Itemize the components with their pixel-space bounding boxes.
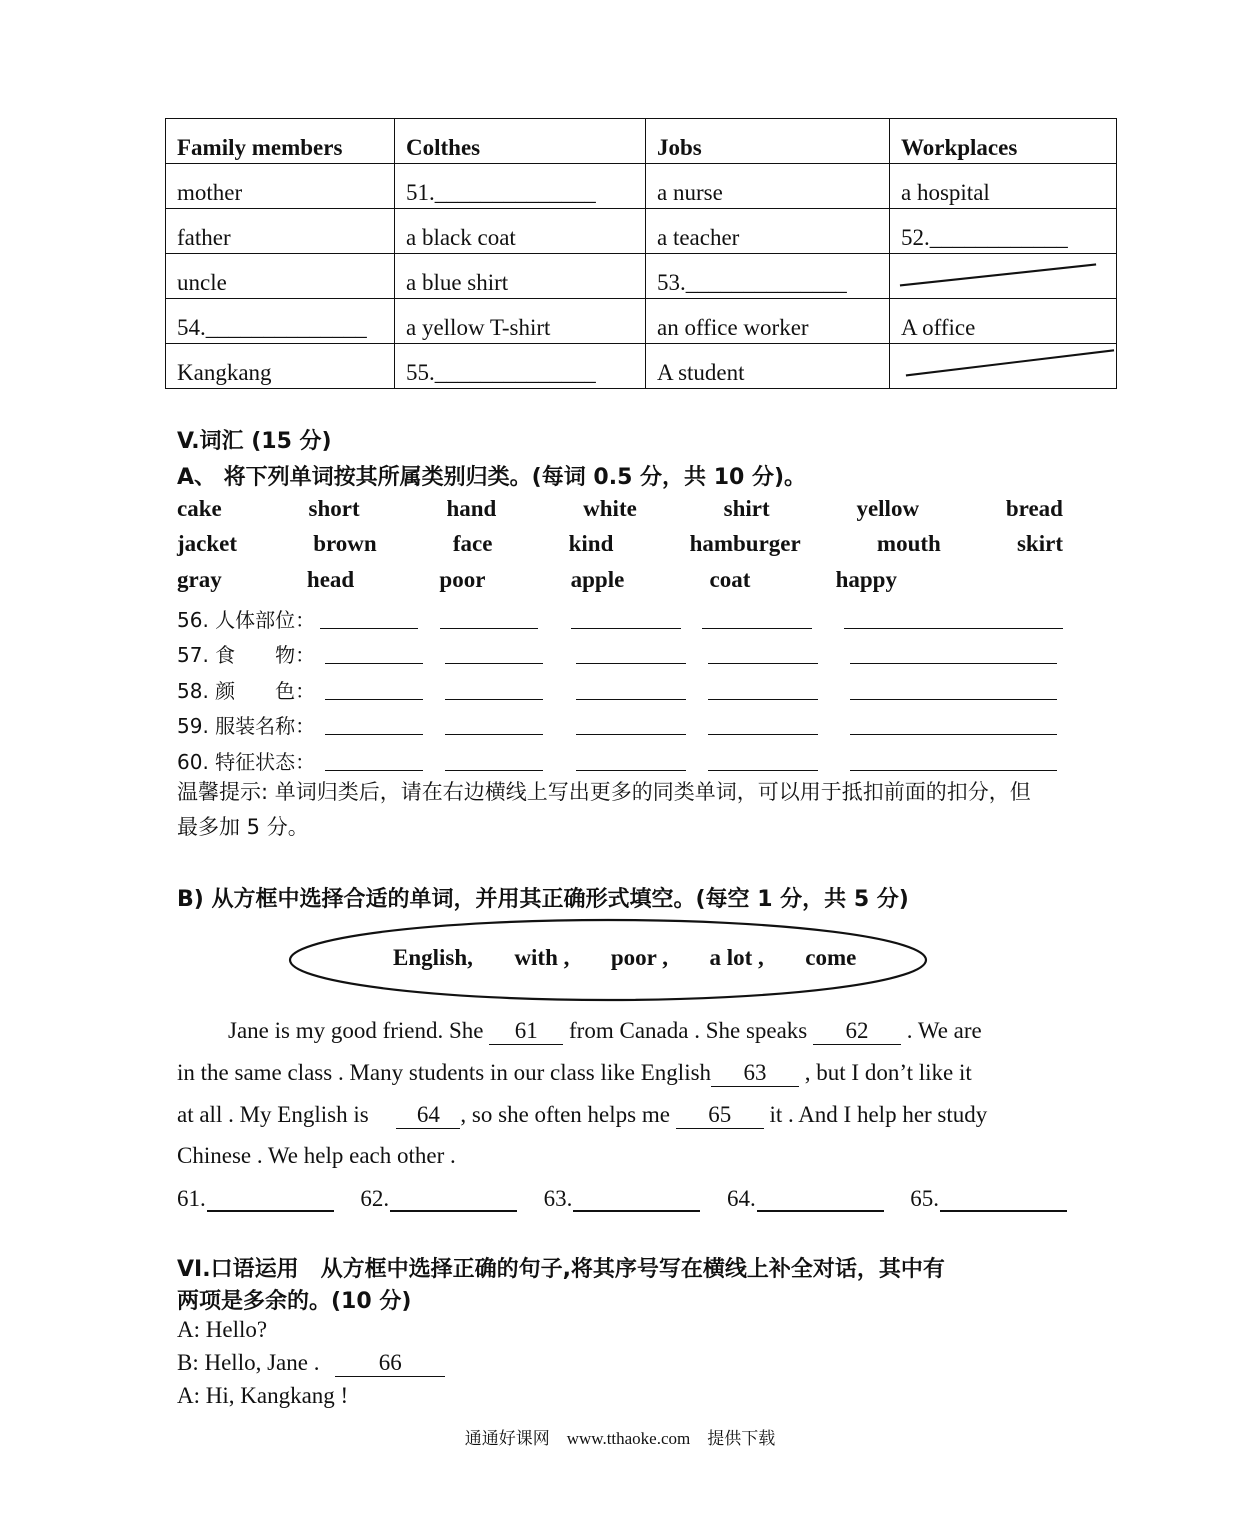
extra-blank[interactable] [844, 628, 1063, 629]
tip-note [177, 775, 1077, 845]
answer-item [727, 1186, 884, 1212]
passage-text: from Canada . She speaks [563, 1018, 814, 1043]
answer-item [544, 1186, 701, 1212]
answer-blank[interactable] [702, 628, 812, 629]
box-word: a lot , [709, 945, 764, 970]
table-row [166, 209, 1117, 254]
category-label: 60. 特征状态： [177, 750, 316, 774]
passage-line-3 [177, 1102, 1067, 1129]
word: apple [570, 567, 625, 592]
answer-line[interactable] [573, 1188, 700, 1212]
answer-blank[interactable] [320, 628, 418, 629]
passage-line-4: Chinese . We help each other . [177, 1143, 456, 1168]
passage-text: , but I don’t like it [799, 1060, 972, 1085]
answer-blank[interactable] [708, 663, 818, 664]
table-cell: a black coat [395, 209, 646, 254]
word: skirt [1016, 531, 1063, 556]
footer-text: 通通好课网 www.tthaoke.com 提供下载 [464, 1429, 776, 1448]
blank-64[interactable]: 64 [396, 1102, 460, 1129]
part-a-title: A、 将下列单词按其所属类别归类。(每词 0.5 分，共 10 分)。 [177, 465, 807, 490]
answer-item [177, 1186, 334, 1212]
word: face [452, 531, 493, 556]
category-label: 58. 颜 色： [177, 679, 316, 703]
answer-item [360, 1186, 517, 1212]
word: short [308, 496, 360, 521]
box-word: come [805, 945, 857, 970]
answer-line[interactable] [207, 1188, 334, 1212]
answer-blank[interactable] [445, 734, 543, 735]
blank-61[interactable]: 61 [489, 1018, 563, 1045]
blank-62[interactable]: 62 [813, 1018, 901, 1045]
blank-65[interactable]: 65 [676, 1102, 764, 1129]
word: head [306, 567, 355, 592]
answer-blank[interactable] [445, 770, 543, 771]
answer-blank[interactable] [445, 699, 543, 700]
slash-line [890, 344, 1116, 388]
table-cell: A office [890, 299, 1117, 344]
answer-blank[interactable] [445, 663, 543, 664]
answer-blank[interactable] [576, 770, 686, 771]
table-row [166, 299, 1117, 344]
table-cell: an office worker [646, 299, 890, 344]
word: hand [446, 496, 497, 521]
extra-blank[interactable] [850, 770, 1057, 771]
dialog-line-2 [177, 1350, 445, 1377]
box-word: English, [393, 945, 473, 970]
answer-blank[interactable] [576, 734, 686, 735]
table-cell: Kangkang [166, 344, 395, 389]
word: cake [177, 496, 222, 521]
word: coat [709, 567, 751, 592]
passage-line-1 [228, 1018, 1078, 1045]
word: brown [313, 531, 377, 556]
answer-line[interactable] [940, 1188, 1067, 1212]
tip-note-line-2: 最多加 5 分。 [177, 815, 309, 839]
word: happy [835, 567, 897, 592]
answer-number: 62. [360, 1186, 390, 1211]
table-cell: father [166, 209, 395, 254]
word-box-words [393, 945, 856, 971]
answer-line[interactable] [757, 1188, 884, 1212]
dialog-line-3: A: Hi, Kangkang ! [177, 1383, 349, 1408]
answer-blank[interactable] [708, 770, 818, 771]
table-cell: 54.______________ [166, 299, 395, 344]
answer-line[interactable] [390, 1188, 517, 1212]
table-cell: 53.______________ [646, 254, 890, 299]
extra-blank[interactable] [850, 663, 1057, 664]
table-cell: a yellow T-shirt [395, 299, 646, 344]
box-word: poor , [610, 945, 668, 970]
answer-blank[interactable] [325, 699, 423, 700]
answer-blank[interactable] [571, 628, 681, 629]
table-row [166, 254, 1117, 299]
passage-text: . We are [901, 1018, 982, 1043]
word: kind [568, 531, 614, 556]
word-row-3 [177, 567, 897, 593]
answer-number: 65. [910, 1186, 939, 1211]
answer-item [910, 1186, 1067, 1212]
answer-blank[interactable] [576, 699, 686, 700]
category-label: 56. 人体部位： [177, 608, 316, 632]
box-word: with , [514, 945, 570, 970]
word: white [583, 496, 637, 521]
word: gray [177, 567, 222, 592]
crossed-out-cell [890, 344, 1117, 389]
table-row [166, 164, 1117, 209]
passage-text: it . And I help her study [763, 1102, 988, 1127]
info-table [165, 118, 1117, 389]
answer-blank[interactable] [325, 663, 423, 664]
answer-blank[interactable] [708, 734, 818, 735]
extra-blank[interactable] [850, 699, 1057, 700]
dialog-line-1: A: Hello? [177, 1317, 268, 1342]
header-family-members: Family members [166, 119, 395, 164]
dialog-text: B: Hello, Jane . [177, 1350, 326, 1375]
extra-blank[interactable] [850, 734, 1057, 735]
word: poor [439, 567, 486, 592]
passage-line-2 [177, 1060, 1067, 1087]
answer-blank[interactable] [325, 770, 423, 771]
table-cell: a hospital [890, 164, 1117, 209]
blank-66[interactable]: 66 [335, 1350, 445, 1377]
word-row-2 [177, 531, 1063, 557]
table-cell: 55.______________ [395, 344, 646, 389]
word: mouth [876, 531, 941, 556]
table-cell: 51.______________ [395, 164, 646, 209]
passage-text: at all . My English is [177, 1102, 375, 1127]
answer-number: 63. [543, 1186, 573, 1211]
answer-number: 61. [177, 1186, 206, 1211]
header-workplaces: Workplaces [890, 119, 1117, 164]
passage-text: Jane is my good friend. She [228, 1018, 490, 1043]
answer-blank[interactable] [708, 699, 818, 700]
answer-row [177, 1186, 1067, 1212]
section-6-title-line-2: 两项是多余的。(10 分) [177, 1289, 412, 1314]
answer-blank[interactable] [440, 628, 538, 629]
passage-text: in the same class . Many students in our class like English [177, 1060, 712, 1085]
answer-blank[interactable] [325, 734, 423, 735]
passage-text: , so she often helps me [460, 1102, 676, 1127]
part-b-title: B) 从方框中选择合适的单词，并用其正确形式填空。(每空 1 分，共 5 分) [177, 887, 909, 912]
table-cell: a nurse [646, 164, 890, 209]
table-cell: uncle [166, 254, 395, 299]
word: jacket [177, 531, 238, 556]
header-clothes: Colthes [395, 119, 646, 164]
table-cell: a teacher [646, 209, 890, 254]
tip-note-line-1: 温馨提示: 单词归类后，请在右边横线上写出更多的同类单词，可以用于抵扣前面的扣分，但 [177, 780, 1031, 804]
slash-line [890, 254, 1116, 298]
word: hamburger [689, 531, 801, 556]
crossed-out-cell [890, 254, 1117, 299]
category-label: 59. 服装名称： [177, 714, 316, 738]
blank-63[interactable]: 63 [711, 1060, 799, 1087]
section-6-title-line-1: VI.口语运用 从方框中选择正确的句子,将其序号写在横线上补全对话，其中有 [177, 1257, 945, 1282]
table-cell: a blue shirt [395, 254, 646, 299]
table-cell: mother [166, 164, 395, 209]
table-row [166, 344, 1117, 389]
answer-number: 64. [726, 1186, 756, 1211]
header-jobs: Jobs [646, 119, 890, 164]
word-row-1 [177, 496, 1063, 522]
table-header-row [166, 119, 1117, 164]
section-5-title: V.词汇 (15 分) [177, 429, 332, 454]
category-label: 57. 食 物： [177, 643, 316, 667]
word: bread [1005, 496, 1063, 521]
table-cell: A student [646, 344, 890, 389]
word: yellow [856, 496, 920, 521]
answer-blank[interactable] [576, 663, 686, 664]
table-cell: 52.____________ [890, 209, 1117, 254]
word: shirt [723, 496, 770, 521]
